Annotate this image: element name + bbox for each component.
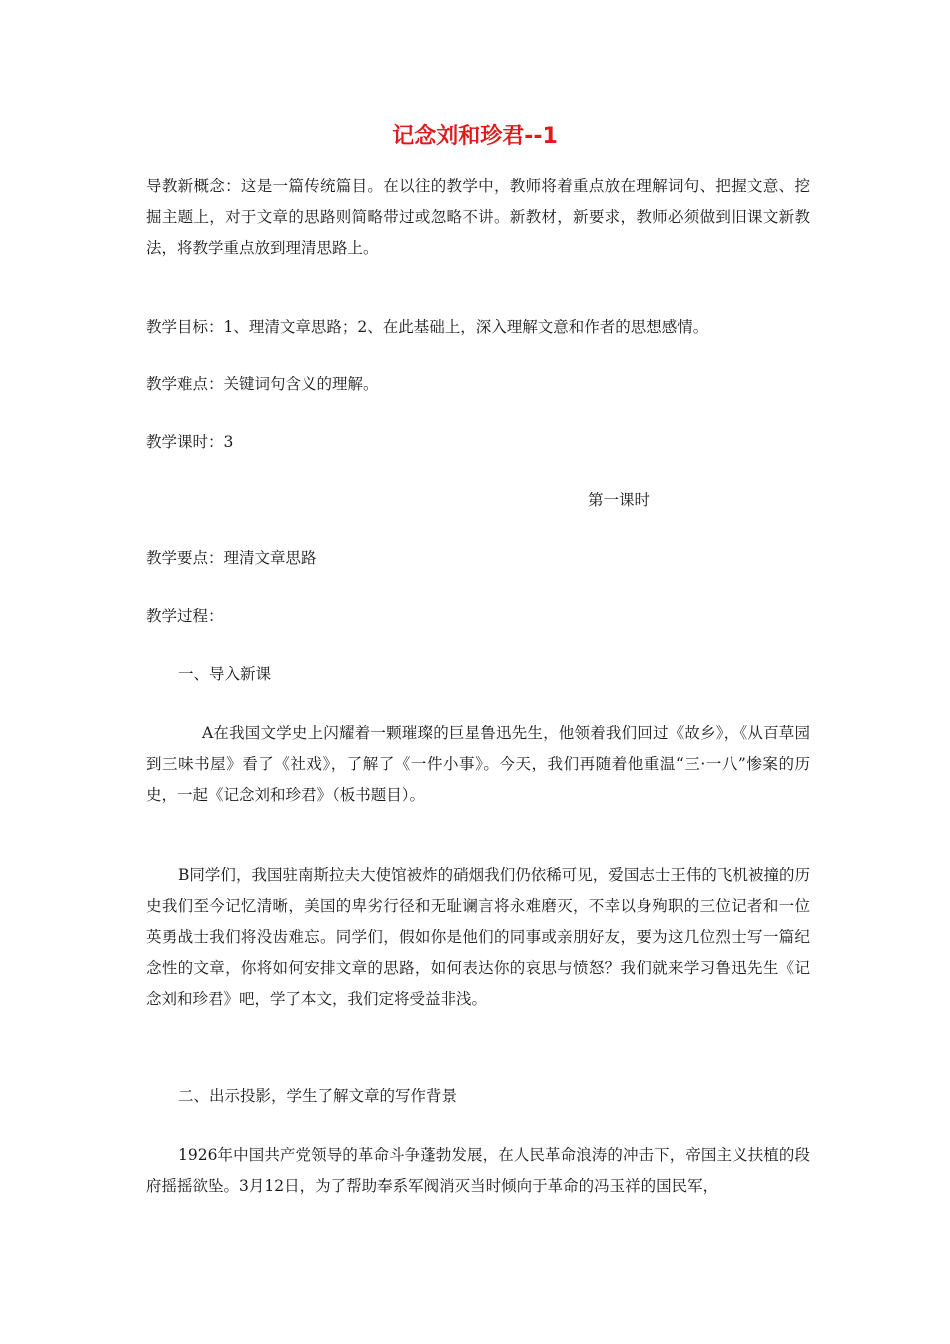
- background-paragraph: 1926年中国共产党领导的革命斗争蓬勃发展，在人民革命浪涛的冲击下，帝国主义扶植的段府摇摇欲坠。3月12日，为了帮助奉系军阀消灭当时倾向于革命的冯玉祥的国民军，: [146, 1146, 810, 1195]
- step-one-heading: 一、导入新课: [178, 665, 272, 683]
- step-two-heading: 二、出示投影，学生了解文章的写作背景: [178, 1087, 458, 1105]
- teaching-hours: 教学课时：3: [146, 433, 234, 451]
- teaching-process-heading: 教学过程：: [146, 607, 224, 625]
- paragraph-a: A在我国文学史上闪耀着一颗璀璨的巨星鲁迅先生，他领着我们回过《故乡》，《从百草园到三味书屋》看了《社戏》，了解了《一件小事》。今天，我们再随着他重温“三·一八”惨案的历史，一起《记念刘和珍君》（板书题目）。: [146, 724, 810, 804]
- lesson-heading: 第一课时: [588, 491, 651, 509]
- document-title: 记念刘和珍君--1: [392, 124, 558, 149]
- teaching-goals: 教学目标：1、理清文章思路；2、在此基础上，深入理解文意和作者的思想感情。: [146, 318, 709, 336]
- teaching-key-points: 教学要点：理清文章思路: [146, 549, 317, 567]
- teaching-difficulty: 教学难点：关键词句含义的理解。: [146, 375, 379, 393]
- intro-paragraph: 导教新概念：这是一篇传统篇目。在以往的教学中，教师将着重点放在理解词句、把握文意、挖掘主题上，对于文章的思路则简略带过或忽略不讲。新教材，新要求，教师必须做到旧课文新教法，将教学重点放到理清思路上。: [146, 177, 810, 257]
- paragraph-b: B同学们，我国驻南斯拉夫大使馆被炸的硝烟我们仍依稀可见，爱国志士王伟的飞机被撞的历史我们至今记忆清晰，美国的卑劣行径和无耻谰言将永难磨灭，不幸以身殉职的三位记者和一位英勇战士我们将没齿难忘。同学们，假如你是他们的同事或亲朋好友，要为这几位烈士写一篇纪念性的文章，你将如何安排文章的思路，如何表达你的哀思与愤怒？我们就来学习鲁迅先生《记念刘和珍君》吧，学了本文，我们定将受益非浅。: [146, 866, 810, 1008]
